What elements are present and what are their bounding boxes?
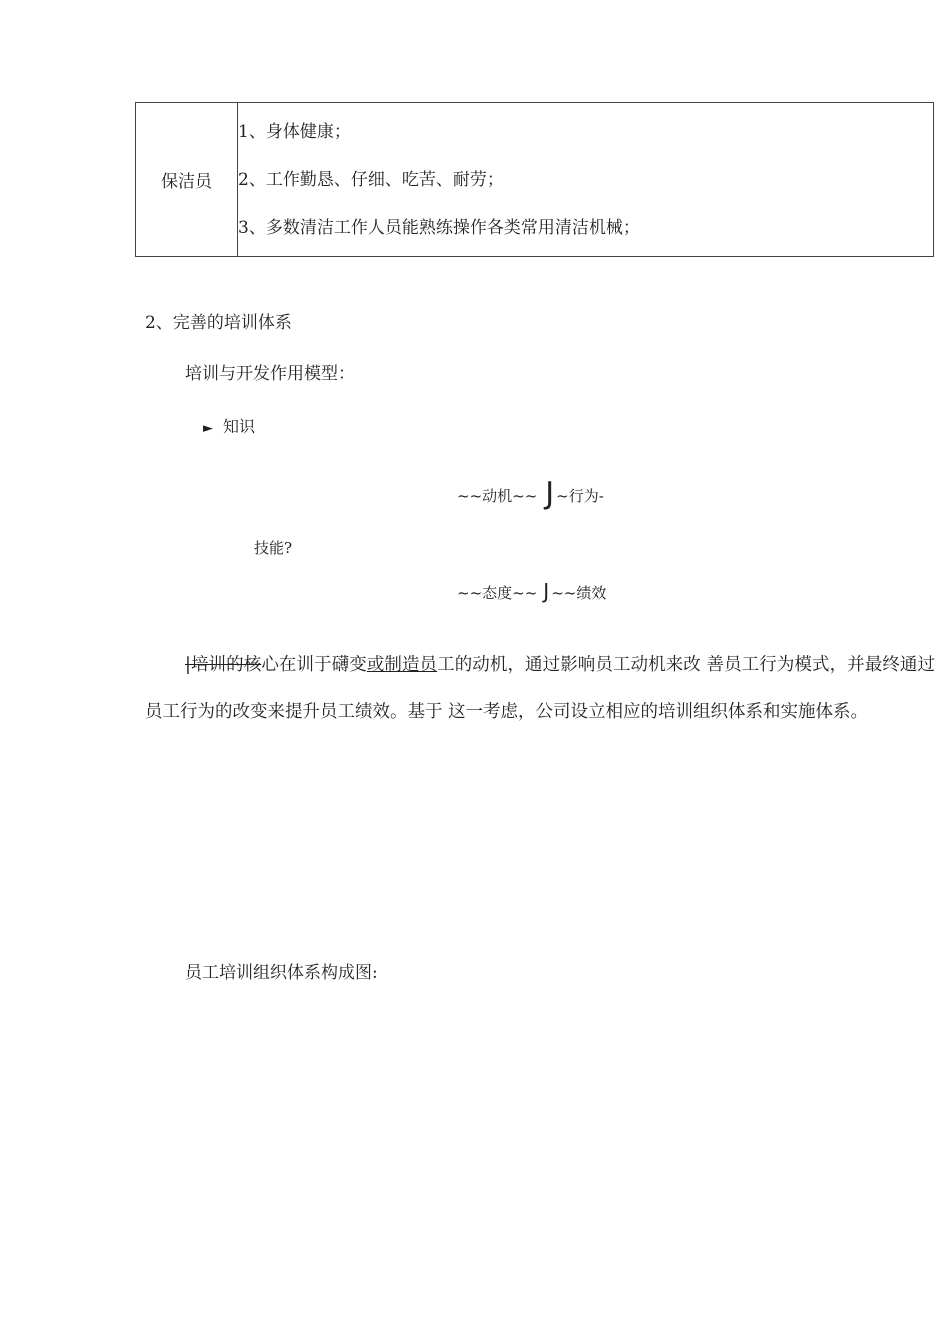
knowledge-item (203, 414, 255, 437)
requirement-item: 2、工作勤恳、仔细、吃苦、耐劳； (238, 169, 504, 190)
role-cell: 保洁员 (136, 103, 238, 257)
motive-label: ~~动机~~ (457, 487, 538, 505)
paragraph-text: 心在训于礴变 (261, 655, 367, 675)
model-intro: 培训与开发作用模型： (185, 364, 355, 384)
motive-behavior-row (457, 476, 604, 511)
attitude-label: ~~态度~~ (457, 584, 538, 602)
knowledge-label: 知识 (223, 417, 256, 436)
requirements-cell (238, 103, 934, 257)
underlined-text: 或制造员 (366, 655, 438, 675)
training-paragraph (145, 642, 935, 736)
struck-text: |培训的核 (185, 655, 262, 675)
connector-glyph: J (545, 476, 555, 511)
skill-label: 技能? (254, 539, 293, 557)
attitude-performance-row (457, 579, 606, 603)
requirements-table (135, 102, 934, 257)
connector-glyph: J (543, 579, 550, 603)
performance-label: ~~绩效 (551, 584, 607, 602)
paragraph-text: 工的动机，通过影响员工动机来改 善员工行为模式，并最终通过员工行为的改变来提升员工绩效。基于 这一考虑，公司设立相应的培训组织体系和实施体系。 (145, 655, 936, 722)
requirement-item: 3、多数清洁工作人员能熟练操作各类常用清洁机械； (238, 217, 640, 238)
requirement-item: 1、身体健康； (238, 121, 351, 142)
figure-caption: 员工培训组织体系构成图: (185, 963, 378, 983)
behavior-label: ~行为- (556, 487, 604, 505)
bullet-arrow-icon: ► (203, 421, 213, 436)
section-heading: 2、完善的培训体系 (145, 313, 292, 333)
